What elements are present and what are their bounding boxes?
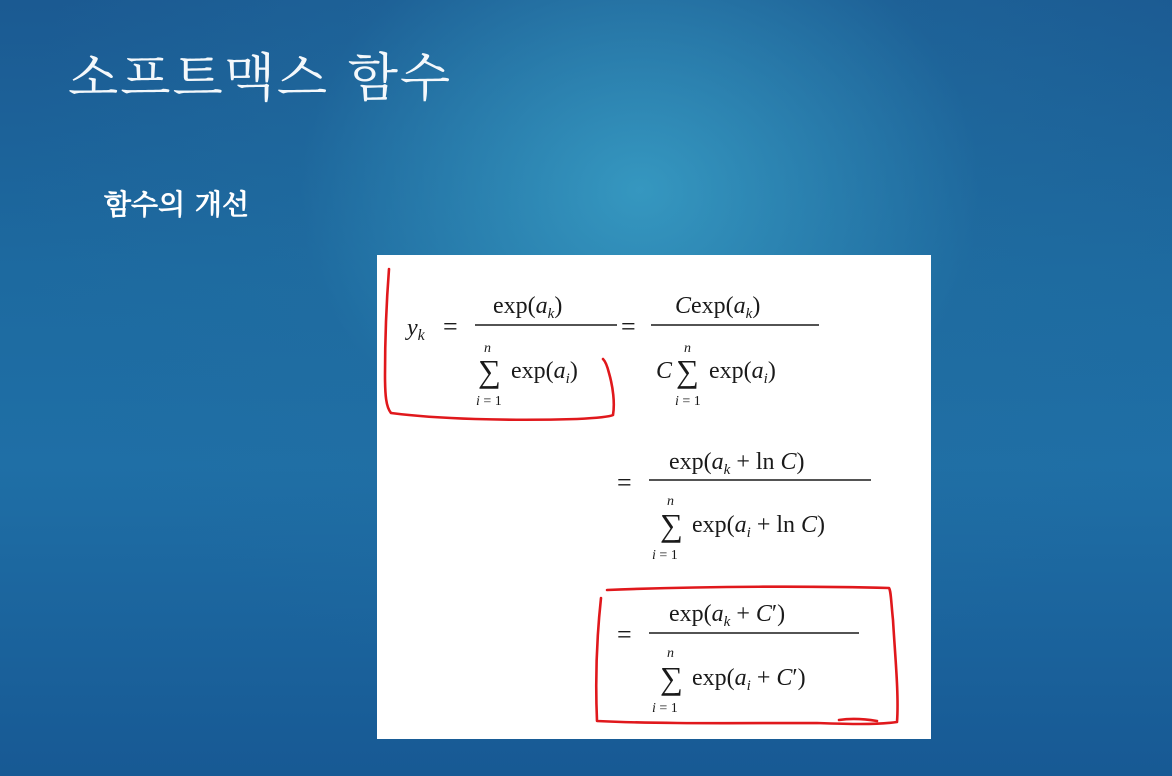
sum1-sigma: ∑ <box>478 353 501 389</box>
frac1-numerator: $\exp(a_k)$ <box>493 293 563 322</box>
equation-svg <box>377 255 931 739</box>
equals-sign: = <box>443 312 458 341</box>
sum4-lower: i = 1 <box>652 701 678 716</box>
frac2-den-C: C <box>656 358 673 384</box>
slide-subtitle: 함수의 개선 <box>104 188 249 221</box>
sum3-lower: i = 1 <box>652 548 678 563</box>
sum2-sigma: ∑ <box>676 353 699 389</box>
sum2-upper: n <box>684 341 691 356</box>
equals-sign: = <box>621 312 636 341</box>
sum3-upper: n <box>667 494 674 509</box>
annotation-tail <box>839 719 877 721</box>
line2-denominator: $\exp(a_i + \ln C)$ <box>692 512 826 541</box>
sum4-upper: n <box>667 646 674 661</box>
frac2-denominator: $\exp(a_i)$ <box>709 358 776 387</box>
equation-line-3 <box>617 601 859 716</box>
sum4-sigma: ∑ <box>660 660 683 696</box>
frac1-denominator: $\exp(a_i)$ <box>511 358 578 387</box>
sum1-upper: n <box>484 341 491 356</box>
line2-numerator: $\exp(a_k + \ln C)$ <box>669 449 805 478</box>
sum3-sigma: ∑ <box>660 507 683 543</box>
lhs-yk: $y_k$ <box>407 315 425 344</box>
softmax-equation-image <box>377 255 931 739</box>
sum1-lower: i = 1 <box>476 394 502 409</box>
sum2-lower: i = 1 <box>675 394 701 409</box>
equation-line-2 <box>617 449 871 563</box>
equals-sign: = <box>617 620 632 649</box>
equals-sign: = <box>617 468 632 497</box>
frac2-numerator: $Cexp(a_k)$ <box>675 293 761 322</box>
line3-denominator: $\exp(a_i + C')$ <box>692 665 806 694</box>
line3-numerator: $\exp(a_k + C')$ <box>669 601 786 630</box>
slide-title: 소프트맥스 함수 <box>68 49 453 109</box>
